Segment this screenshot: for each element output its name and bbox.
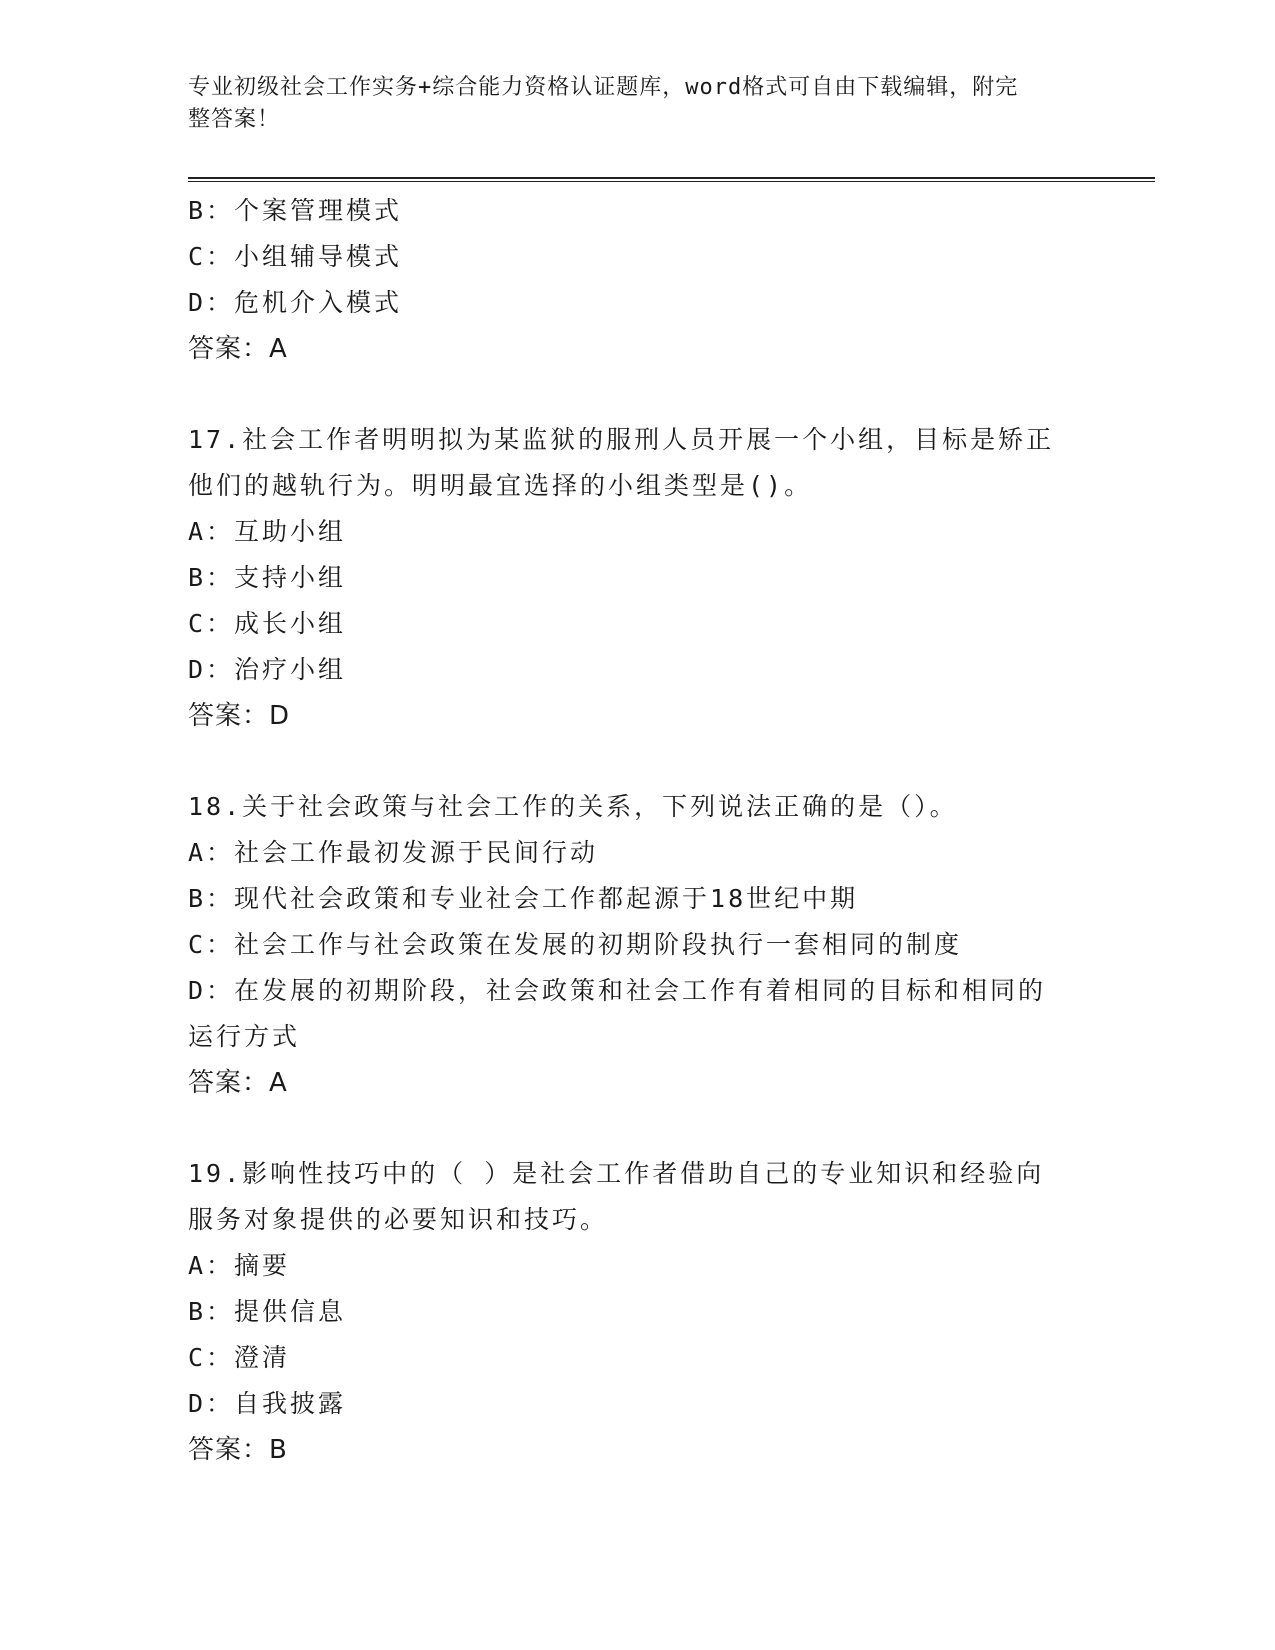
question-16 xyxy=(188,188,1088,372)
option-d: D：治疗小组 xyxy=(188,655,347,684)
option-a: A：社会工作最初发源于民间行动 xyxy=(188,838,599,867)
header-line-1: 专业初级社会工作实务+综合能力资格认证题库，word格式可自由下载编辑，附完 xyxy=(188,75,1019,100)
answer: 答案：A xyxy=(188,1068,288,1098)
answer: 答案：D xyxy=(188,701,291,731)
question-18 xyxy=(188,784,1088,1106)
question-19 xyxy=(188,1151,1088,1473)
answer: 答案：B xyxy=(188,1435,288,1465)
answer: 答案：A xyxy=(188,334,288,364)
document-header xyxy=(188,72,1068,136)
option-b: B：个案管理模式 xyxy=(188,196,403,225)
option-c: C：成长小组 xyxy=(188,609,347,638)
question-17 xyxy=(188,417,1088,739)
option-a: A：互助小组 xyxy=(188,517,347,546)
question-stem-line: 他们的越轨行为。明明最宜选择的小组类型是()。 xyxy=(188,471,813,500)
question-stem-line: 18.关于社会政策与社会工作的关系，下列说法正确的是（）。 xyxy=(188,792,958,821)
option-b: B：现代社会政策和专业社会工作都起源于18世纪中期 xyxy=(188,884,859,913)
option-d: D：自我披露 xyxy=(188,1389,347,1418)
option-d: D：危机介入模式 xyxy=(188,288,403,317)
question-list xyxy=(188,188,1088,1473)
option-a: A：摘要 xyxy=(188,1251,291,1280)
option-b: B：提供信息 xyxy=(188,1297,347,1326)
option-b: B：支持小组 xyxy=(188,563,347,592)
option-c: C：澄清 xyxy=(188,1343,291,1372)
option-d-continuation: 运行方式 xyxy=(188,1022,301,1051)
option-c: C：社会工作与社会政策在发展的初期阶段执行一套相同的制度 xyxy=(188,930,963,959)
header-divider xyxy=(188,177,1155,182)
option-c: C：小组辅导模式 xyxy=(188,242,403,271)
question-stem-line: 19.影响性技巧中的（ ）是社会工作者借助自己的专业知识和经验向 xyxy=(188,1159,1045,1188)
question-stem-line: 服务对象提供的必要知识和技巧。 xyxy=(188,1205,609,1234)
header-line-2: 整答案！ xyxy=(188,107,281,132)
question-stem-line: 17.社会工作者明明拟为某监狱的服刑人员开展一个小组，目标是矫正 xyxy=(188,425,1055,454)
option-d: D：在发展的初期阶段，社会政策和社会工作有着相同的目标和相同的 xyxy=(188,976,1047,1005)
